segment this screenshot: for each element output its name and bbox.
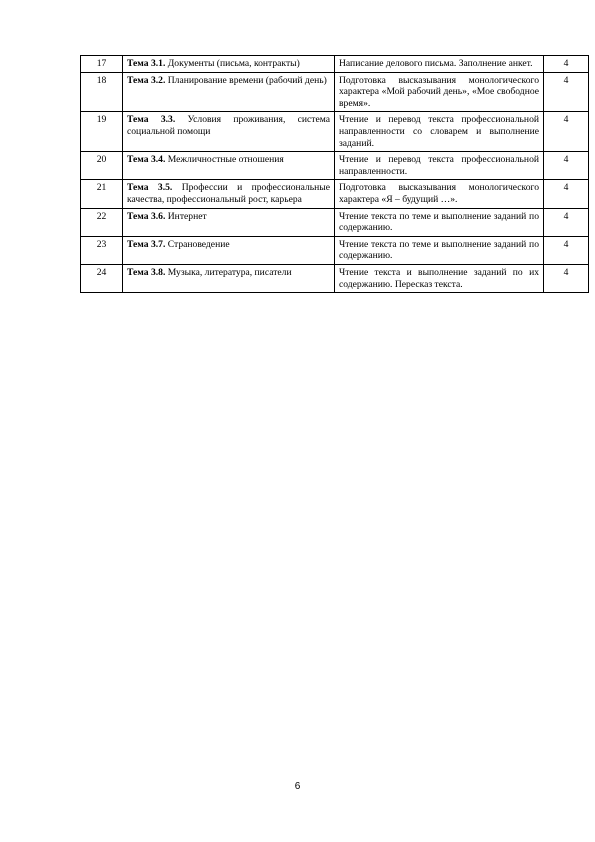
row-number: 22 xyxy=(81,208,123,236)
topic-text: Планирование времени (рабочий день) xyxy=(165,74,327,86)
topic-text: Условия проживания, система социальной помощи xyxy=(127,114,330,137)
work-cell: Написание делового письма. Заполнение анкет. xyxy=(335,56,544,73)
hours-cell: 4 xyxy=(544,152,589,180)
hours-cell: 4 xyxy=(544,56,589,73)
work-cell: Чтение и перевод текста профессиональной направленности со словарем и выполнение заданий. xyxy=(335,112,544,152)
row-number: 18 xyxy=(81,72,123,112)
hours-cell: 4 xyxy=(544,180,589,208)
work-cell: Подготовка высказывания монологического характера «Я – будущий …». xyxy=(335,180,544,208)
work-cell: Чтение текста и выполнение заданий по их содержанию. Пересказ текста. xyxy=(335,264,544,292)
hours-cell: 4 xyxy=(544,208,589,236)
table-row xyxy=(81,208,589,236)
work-cell: Чтение и перевод текста профессиональной направленности. xyxy=(335,152,544,180)
page-number: 6 xyxy=(294,781,301,792)
table-row xyxy=(81,236,589,264)
study-plan-table xyxy=(80,55,589,293)
table-row xyxy=(81,72,589,112)
row-number: 23 xyxy=(81,236,123,264)
topic-label: Тема 3.1. xyxy=(127,58,166,69)
topic-text: Документы (письма, контракты) xyxy=(165,58,300,69)
hours-cell: 4 xyxy=(544,264,589,292)
table-row xyxy=(81,264,589,292)
topic-text: Межличностные отношения xyxy=(165,154,284,166)
hours-cell: 4 xyxy=(544,72,589,112)
topic-text: Интернет xyxy=(165,210,207,222)
topic-cell xyxy=(123,72,335,112)
row-number: 20 xyxy=(81,152,123,180)
work-cell: Подготовка высказывания монологического характера «Мой рабочий день», «Мое свободное время». xyxy=(335,72,544,112)
topic-cell xyxy=(123,180,335,208)
topic-text: Страноведение xyxy=(165,238,230,250)
row-number: 24 xyxy=(81,264,123,292)
hours-cell: 4 xyxy=(544,112,589,152)
work-cell: Чтение текста по теме и выполнение заданий по содержанию. xyxy=(335,208,544,236)
work-cell: Чтение текста по теме и выполнение заданий по содержанию. xyxy=(335,236,544,264)
topic-label: Тема 3.6. xyxy=(127,210,166,222)
topic-text: Музыка, литература, писатели xyxy=(165,266,292,278)
table-row xyxy=(81,56,589,73)
topic-label: Тема 3.8. xyxy=(127,266,166,278)
topic-cell xyxy=(123,152,335,180)
topic-text: Профессии и профессиональные качества, профессиональный рост, карьера xyxy=(127,182,330,205)
topic-cell xyxy=(123,264,335,292)
row-number: 17 xyxy=(81,56,123,73)
topic-label: Тема 3.3. xyxy=(127,114,176,126)
topic-label: Тема 3.4. xyxy=(127,154,166,166)
table-row xyxy=(81,180,589,208)
table-row xyxy=(81,152,589,180)
topic-label: Тема 3.2. xyxy=(127,74,166,86)
topic-cell xyxy=(123,236,335,264)
topic-cell xyxy=(123,56,335,73)
hours-cell: 4 xyxy=(544,236,589,264)
table-row xyxy=(81,112,589,152)
row-number: 19 xyxy=(81,112,123,152)
row-number: 21 xyxy=(81,180,123,208)
topic-label: Тема 3.5. xyxy=(127,182,173,194)
topic-label: Тема 3.7. xyxy=(127,238,166,250)
topic-cell xyxy=(123,208,335,236)
topic-cell xyxy=(123,112,335,152)
